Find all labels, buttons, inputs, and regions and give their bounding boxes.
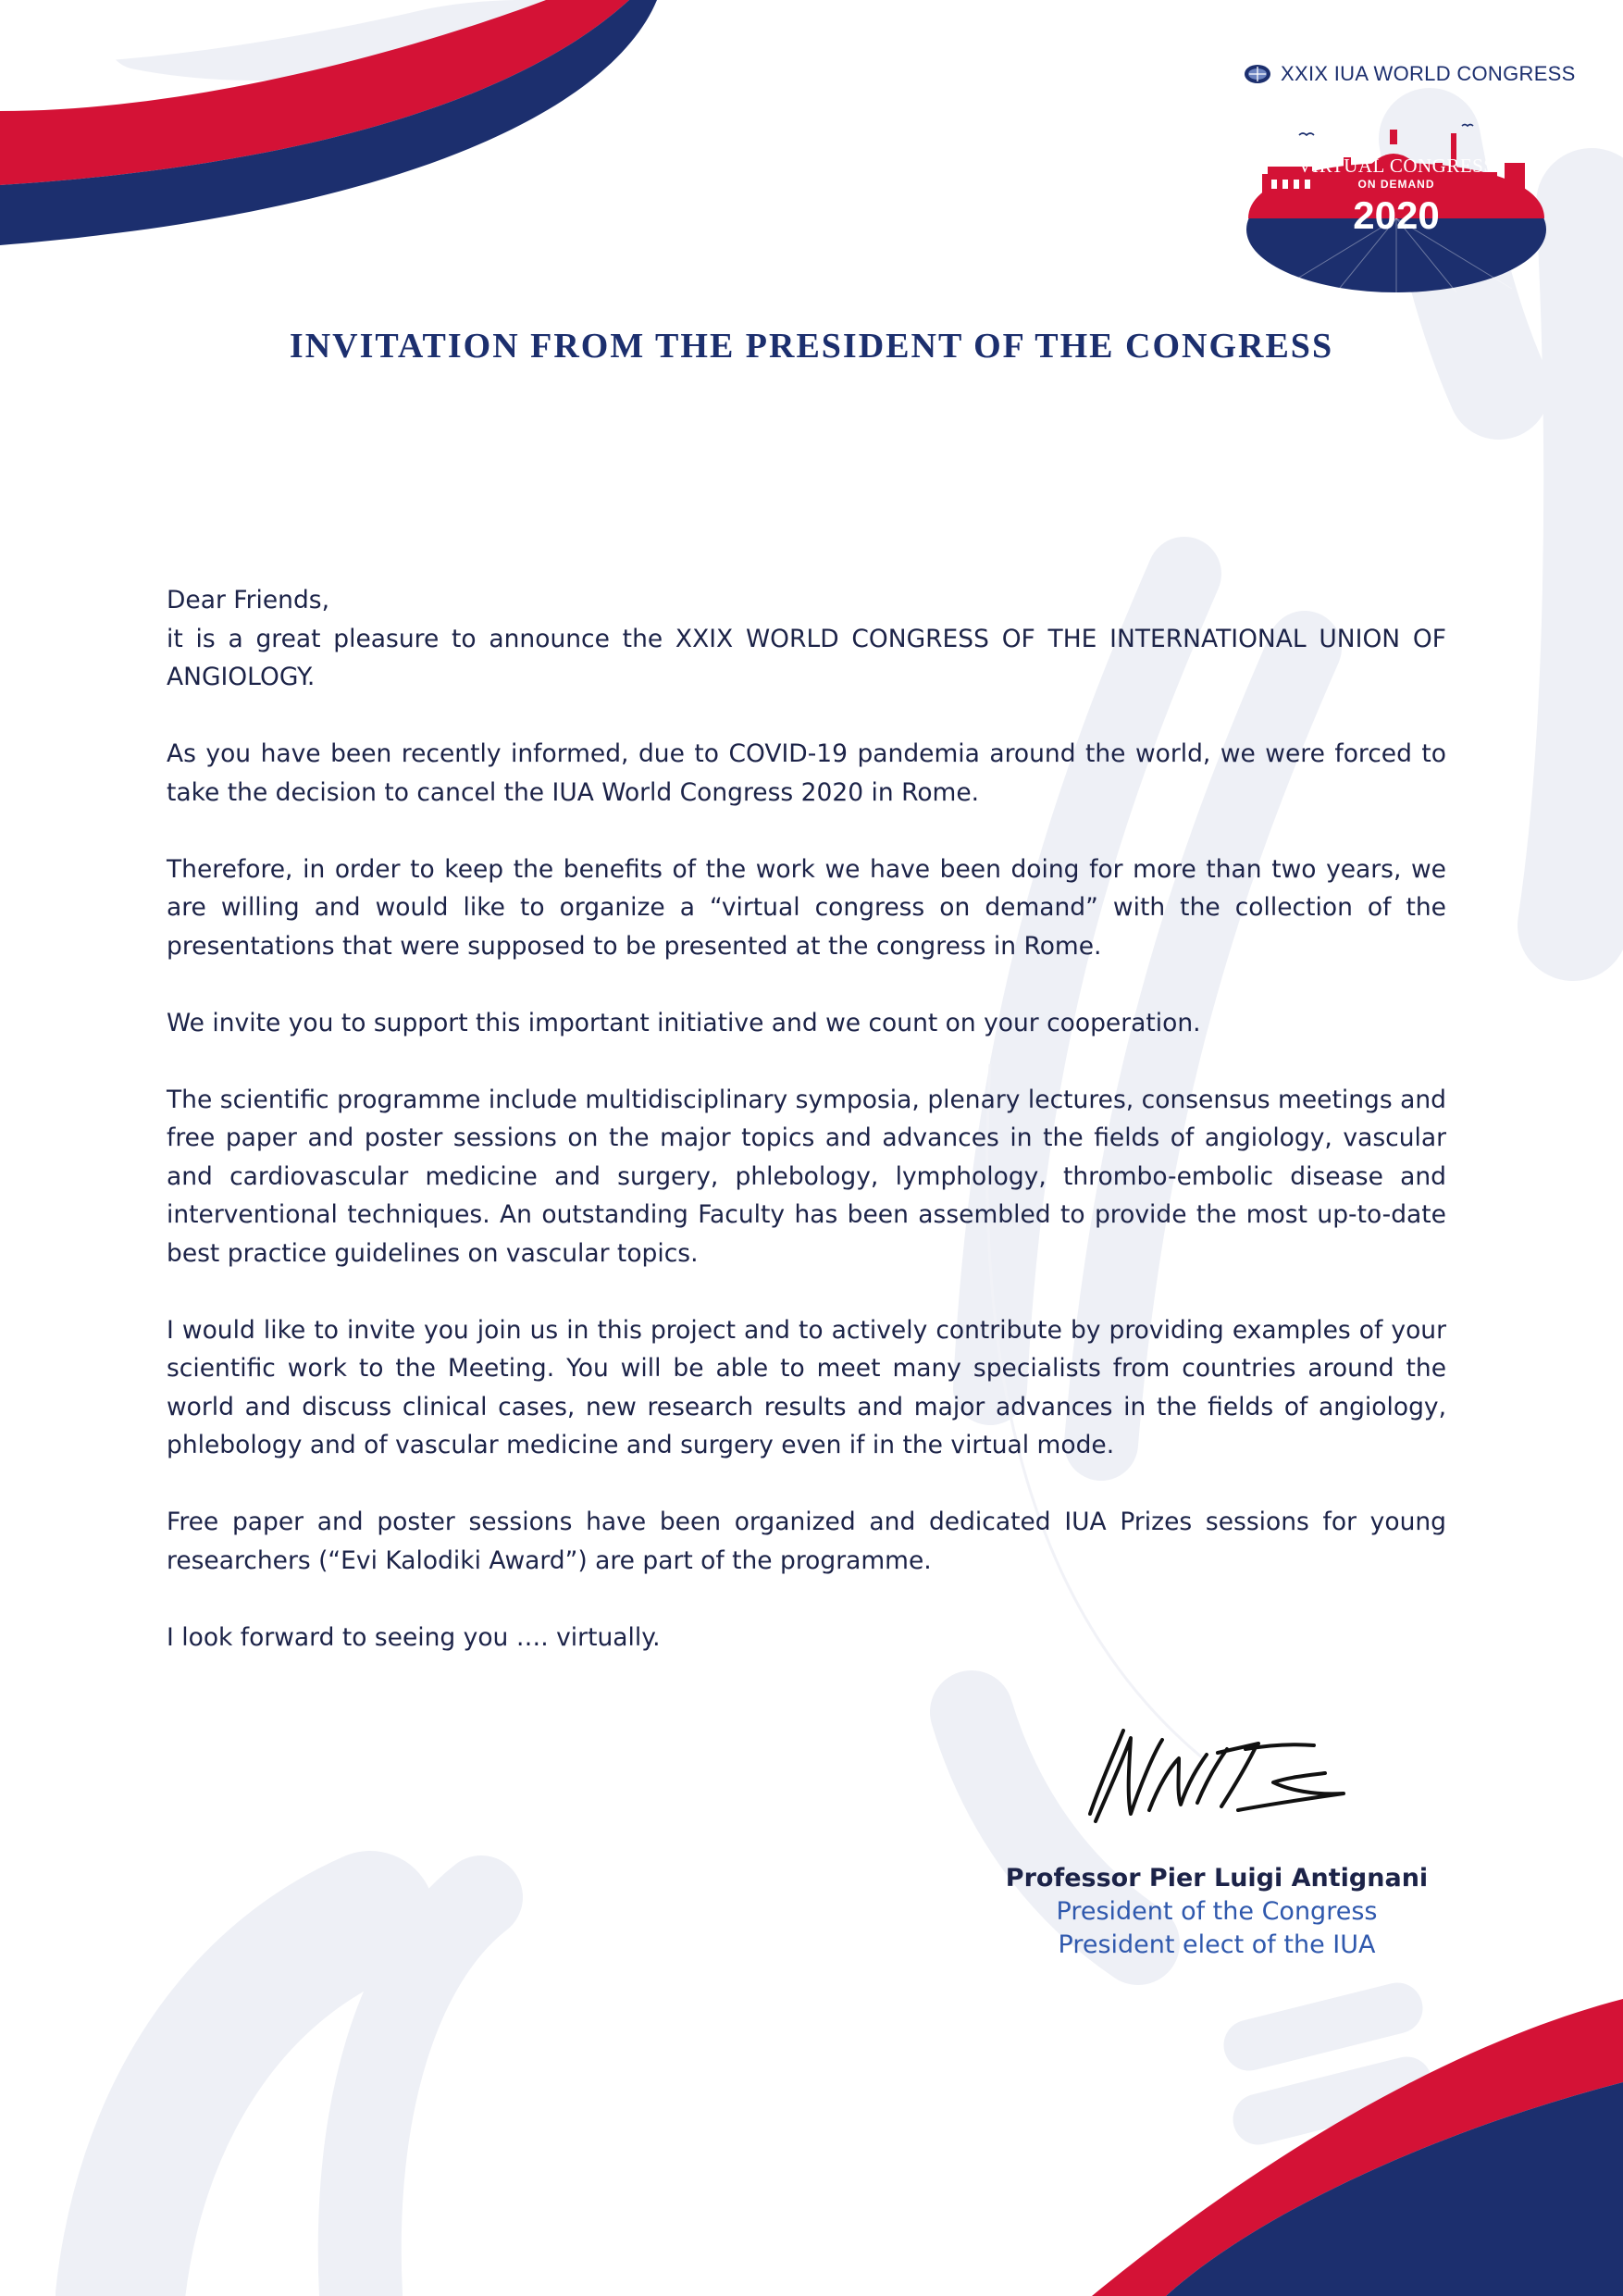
congress-logo — [1231, 56, 1576, 241]
paragraph-programme: The scientific programme include multidisciplinary symposia, plenary lectures, consensus meetings and free paper and poster sessions on the major topics and advances in the fields of angiology, vascular and cardiovascular medicine and surgery, phlebology, lymphology, thrombo-embolic disease and interventional techniques. An outstanding Faculty has been assembled to provide the most up-to-date best practice guidelines on vascular topics. — [167, 1085, 1446, 1268]
intro-paragraph: it is a great pleasure to announce the XXIX WORLD CONGRESS OF THE INTERNATIONAL UNION OF ANGIOLOGY. — [167, 624, 1446, 691]
handwritten-signature — [1083, 1721, 1351, 1832]
logo-virtual-congress: VIRTUAL CONGRESS — [1297, 155, 1495, 177]
letter-opening — [167, 581, 1446, 697]
letter-body — [167, 581, 1446, 1695]
greeting: Dear Friends, — [167, 586, 329, 614]
signatory-role-iua: President elect of the IUA — [1058, 1930, 1376, 1959]
logo-year: 2020 — [1353, 193, 1440, 237]
signatory-block — [972, 1862, 1462, 1962]
logo-title: XXIX IUA WORLD CONGRESS — [1281, 62, 1576, 85]
paragraph-cancellation: As you have been recently informed, due to COVID-19 pandemia around the world, we were forced to take the decision to cancel the IUA World Congress 2020 in Rome. — [167, 739, 1446, 807]
paragraph-sessions: Free paper and poster sessions have been organized and dedicated IUA Prizes sessions for young researchers (“Evi Kalodiki Award”) are part of the programme. — [167, 1508, 1446, 1575]
globe-icon — [1244, 64, 1271, 84]
logo-header — [1244, 59, 1576, 89]
paragraph-virtual-congress: Therefore, in order to keep the benefits of the work we have been doing for more than two years, we are willing and would like to organize a “virtual congress on demand” with the collection of the presentations that were supposed to be presented at the congress in Rome. — [167, 854, 1446, 961]
logo-on-demand: ON DEMAND — [1357, 178, 1435, 191]
signatory-name: Professor Pier Luigi Antignani — [1005, 1864, 1429, 1893]
paragraph-closing: I look forward to seeing you …. virtually. — [167, 1622, 661, 1652]
paragraph-contribute: I would like to invite you join us in this project and to actively contribute by providing examples of your scientific work to the Meeting. You will be able to meet many specialists from countries around the world and discuss clinical cases, new research results and major advances in the fields of angiology, phlebology and of vascular medicine and surgery even if in the virtual mode. — [167, 1315, 1446, 1459]
page-title: INVITATION FROM THE PRESIDENT OF THE CONGRESS — [289, 327, 1334, 366]
signatory-role-congress: President of the Congress — [1056, 1897, 1378, 1926]
paragraph-invitation: We invite you to support this important initiative and we count on your cooperation. — [167, 1008, 1201, 1037]
